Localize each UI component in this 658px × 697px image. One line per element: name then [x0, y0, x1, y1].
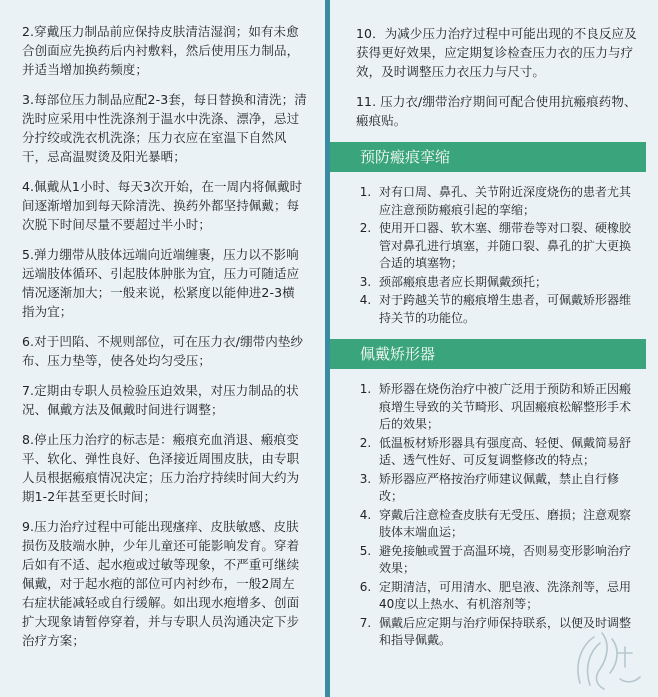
paragraph: 7.定期由专职人员检验压迫效果，对压力制品的状况、佩戴方法及佩戴时间进行调整；	[22, 383, 299, 417]
paragraph: 5.弹力绷带从肢体远端向近端缠裹，压力以不影响远端肢体循环、引起肢体肿胀为宜，压力可随适应情况逐渐加大；一般来说，松紧度以能伸进2-3横指为宜；	[22, 247, 300, 319]
prevent-contracture-list	[330, 184, 646, 327]
left-column	[0, 0, 325, 697]
paragraph: 9.压力治疗过程中可能出现瘙痒、皮肤敏感、皮肤损伤及肢端水肿，少年儿童还可能影响发育。穿着后如有不适、起水疱或过敏等现象，不严重可继续佩戴，对于起水疱的部位可内衬纱布，一般2周左右症状能减轻或自行缓解。如出现水疱增多、创面扩大现象请暂停穿着，并与专职人员沟通决定下步治疗方案；	[22, 519, 300, 648]
section-heading-prevent-contracture: 预防瘢痕挛缩	[330, 142, 646, 172]
paragraph: 11. 压力衣/绷带治疗期间可配合使用抗瘢痕药物、瘢痕贴。	[356, 94, 637, 128]
list-item: 3. 颈部瘢痕患者应长期佩戴颈托；	[375, 274, 636, 292]
list-item: 7. 佩戴后应定期与治疗师保持联系，以便及时调整和指导佩戴。	[375, 615, 636, 650]
list-item: 2. 使用开口器、软木塞、绷带卷等对口裂、硬橡胶管对鼻孔进行填塞，并随口裂、鼻孔的扩大更换合适的填塞物；	[375, 220, 636, 273]
paragraph: 3.每部位压力制品应配2-3套，每日替换和清洗；清洗时应采用中性洗涤剂于温水中洗涤、漂净，忌过分拧绞或洗衣机洗涤；压力衣应在室温下自然风干，忌高温熨烫及阳光暴晒；	[22, 92, 307, 164]
list-item: 1. 矫形器在烧伤治疗中被广泛用于预防和矫正因瘢痕增生导致的关节畸形、巩固瘢痕松解整形手术后的效果；	[375, 381, 636, 434]
list-item: 4. 穿戴后注意检查皮肤有无受压、磨损；注意观察肢体末端血运；	[375, 507, 636, 542]
paragraph: 6.对于凹陷、不规则部位，可在压力衣/绷带内垫纱布、压力垫等，使各处均匀受压；	[22, 334, 304, 368]
list-item: 5. 避免接触或置于高温环境，否则易变形影响治疗效果；	[375, 543, 636, 578]
paragraph: 4.佩戴从1小时、每天3次开始，在一周内将佩戴时间逐渐增加到每天除清洗、换药外都坚持佩戴；每次脱下时间尽量不要超过半小时；	[22, 179, 303, 232]
list-item: 1. 对有口周、鼻孔、关节附近深度烧伤的患者尤其应注意预防瘢痕引起的挛缩；	[375, 184, 636, 219]
right-column	[330, 0, 658, 697]
list-item: 4. 对于跨越关节的瘢痕增生患者，可佩戴矫形器维持关节的功能位。	[375, 292, 636, 327]
list-item: 6. 定期清洁，可用清水、肥皂液、洗涤剂等，忌用40度以上热水、有机溶剂等；	[375, 579, 636, 614]
hospital-emblem-icon	[560, 623, 650, 693]
paragraph: 8.停止压力治疗的标志是：瘢痕充血消退、瘢痕变平、软化、弹性良好、色泽接近周围皮肤，由专职人员根据瘢痕情况决定；压力治疗持续时间大约为期1-2年甚至更长时间；	[22, 432, 300, 504]
list-item: 2. 低温板材矫形器具有强度高、轻便、佩戴简易舒适、透气性好、可反复调整修改的特点；	[375, 435, 636, 470]
list-item: 3. 矫形器应严格按治疗师建议佩戴，禁止自行修改；	[375, 471, 636, 506]
paragraph: 2.穿戴压力制品前应保持皮肤清洁湿润；如有未愈合创面应先换药后内衬敷料，然后使用压力制品，并适当增加换药频度；	[22, 24, 300, 77]
orthosis-list	[330, 381, 646, 650]
section-heading-orthosis: 佩戴矫形器	[330, 339, 646, 369]
paragraph: 10．为减少压力治疗过程中可能出现的不良反应及获得更好效果，应定期复诊检查压力衣的压力与疗效，及时调整压力衣压力与尺寸。	[356, 26, 637, 79]
